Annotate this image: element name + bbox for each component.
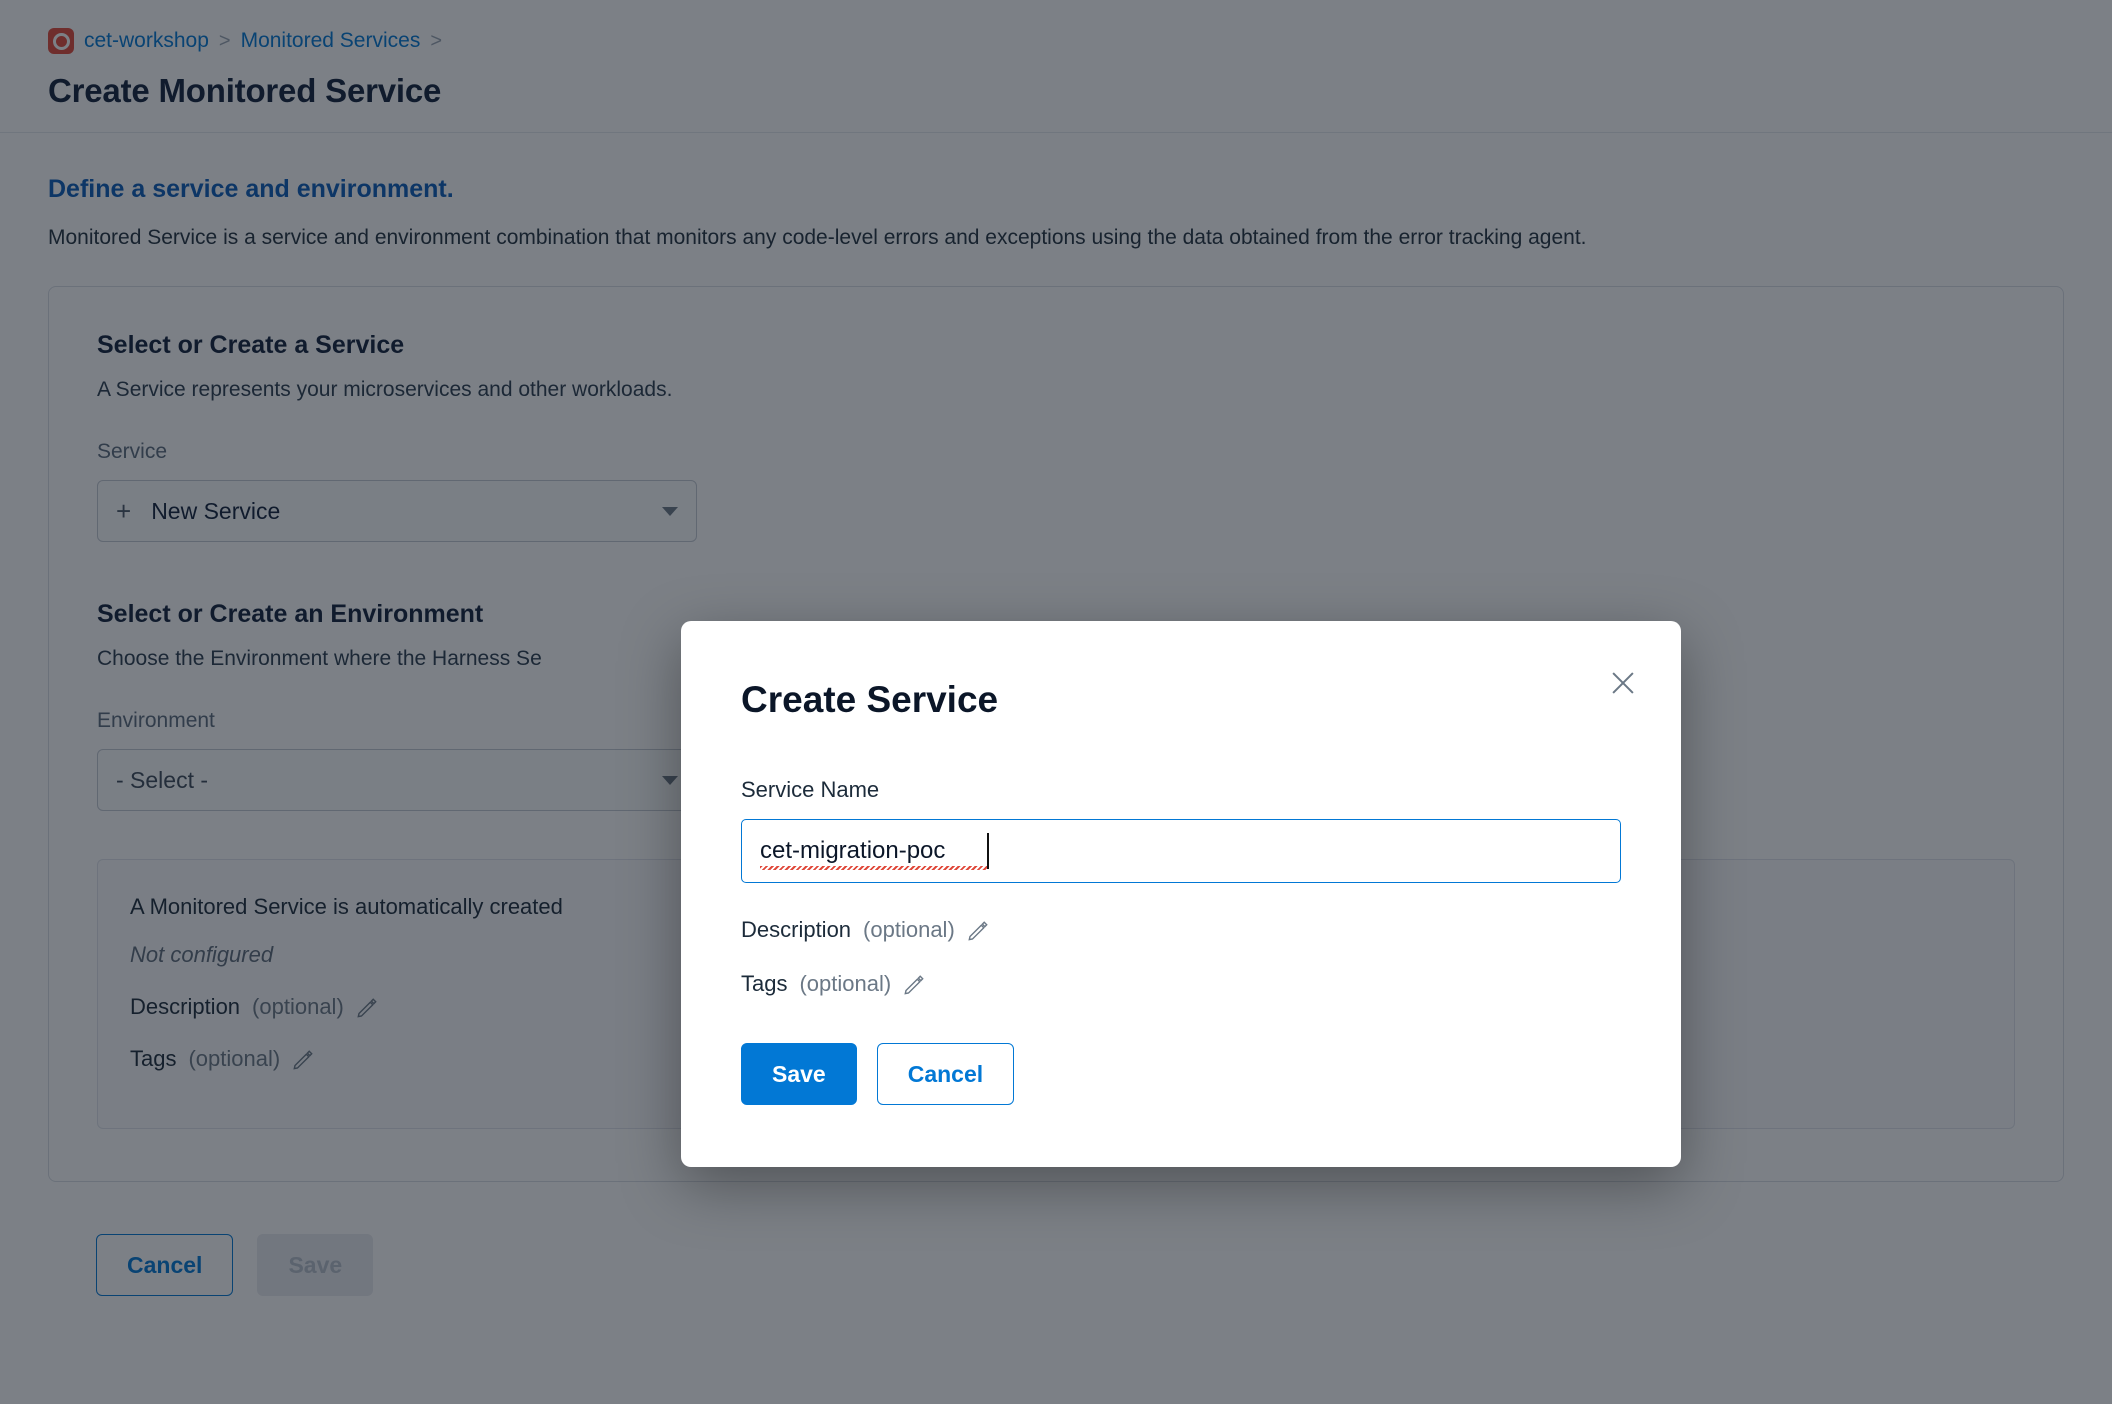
modal-description-row[interactable]: [741, 917, 1621, 943]
edit-pencil-icon[interactable]: [903, 973, 925, 995]
modal-save-button[interactable]: Save: [741, 1043, 857, 1105]
modal-tags-label: Tags: [741, 971, 788, 996]
modal-cancel-button[interactable]: Cancel: [877, 1043, 1014, 1105]
modal-description-label: Description: [741, 917, 852, 942]
close-icon[interactable]: [1603, 663, 1643, 703]
service-name-input[interactable]: [741, 819, 1621, 883]
modal-description-optional: (optional): [863, 917, 955, 942]
modal-buttons: [741, 1043, 1621, 1105]
modal-tags-row[interactable]: [741, 971, 1621, 997]
service-name-label: Service Name: [741, 777, 880, 802]
create-service-modal: [681, 621, 1681, 1167]
edit-pencil-icon[interactable]: [967, 919, 989, 941]
modal-title: Create Service: [741, 679, 999, 720]
modal-tags-optional: (optional): [799, 971, 892, 996]
